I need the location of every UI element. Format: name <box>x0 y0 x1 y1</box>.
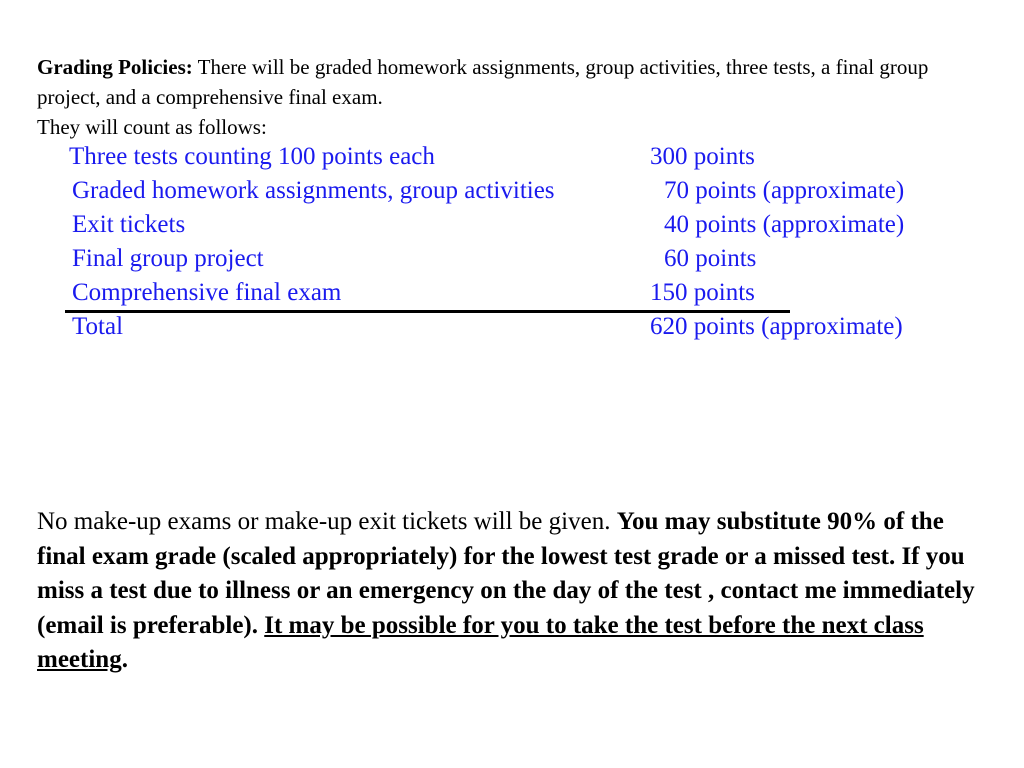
table-row <box>0 177 1024 211</box>
grading-table <box>0 0 1024 360</box>
policy-plain-text: No make-up exams or make-up exit tickets will be given. <box>37 508 617 535</box>
policy-end-period: . <box>121 646 128 673</box>
policy-underlined-text: It may be possible for you to take the test before the next class meeting <box>37 611 924 673</box>
row-label: Graded homework assignments, group activities <box>72 177 555 204</box>
row-points: 40 points (approximate) <box>664 211 905 238</box>
table-row <box>0 279 1024 313</box>
row-label: Three tests counting 100 points each <box>69 143 435 170</box>
row-points: 60 points <box>664 245 757 272</box>
row-points: 300 points <box>650 143 755 170</box>
total-row <box>0 313 1024 347</box>
table-row <box>0 211 1024 245</box>
makeup-policy-paragraph <box>37 505 992 678</box>
total-label: Total <box>72 313 124 340</box>
row-label: Exit tickets <box>72 211 186 238</box>
grading-policies-heading: Grading Policies: <box>37 55 193 79</box>
row-label: Final group project <box>72 245 264 272</box>
count-line: They will count as follows: <box>37 115 267 139</box>
row-points: 70 points (approximate) <box>664 177 905 204</box>
total-points: 620 points (approximate) <box>650 313 903 340</box>
intro-text: There will be graded homework assignments, group activities, three tests, a final group project, and a comprehensive final exam. <box>37 55 929 109</box>
policy-bold-text: You may substitute 90% of the final exam grade (scaled appropriately) for the lowest test grade or a missed test. If you miss a test due to illness or an emergency on the day of the test , contact me immediately (email is preferable). <box>37 508 975 639</box>
row-points: 150 points <box>650 279 755 306</box>
table-row <box>0 245 1024 279</box>
row-label: Comprehensive final exam <box>72 279 342 306</box>
table-row <box>0 143 1024 177</box>
